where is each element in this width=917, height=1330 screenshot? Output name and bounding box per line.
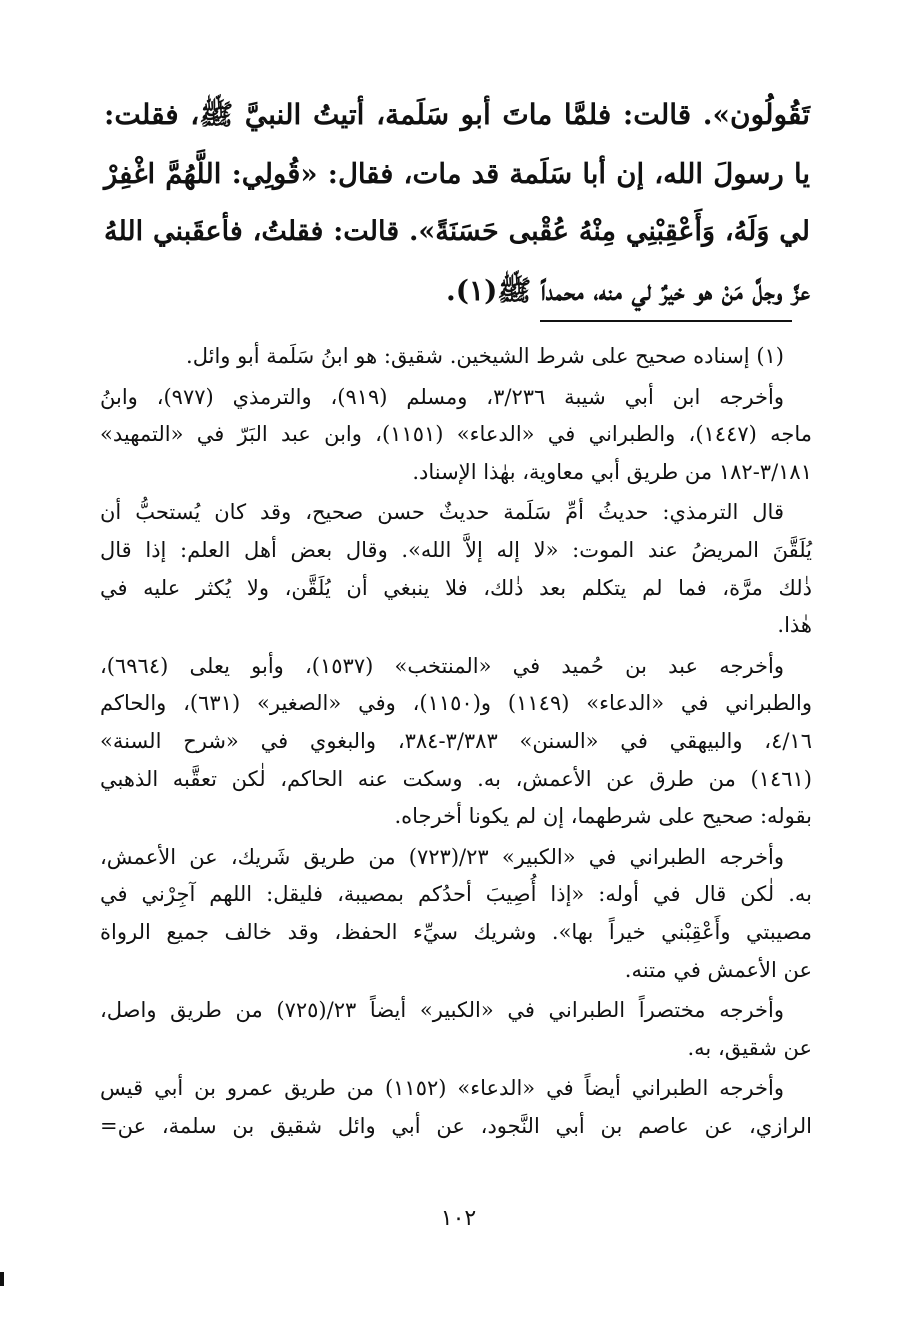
footnote-paragraph [100, 494, 812, 644]
footnote-paragraph [100, 338, 812, 376]
footnote-paragraph [100, 839, 812, 989]
main-text-line: تَقُولُون». قالت: فلمَّا ماتَ أبو سَلَمة، أتيتُ النبيَّ ﷺ، فقلت: [104, 98, 810, 131]
footnote-paragraph [100, 992, 812, 1067]
footnote-line: ماجه (١٤٤٧)، والطبراني في «الدعاء» (١١٥١)، وابن عبد البَرّ في «التمهيد» [100, 422, 812, 447]
footnote-line: به. لٰكن قال في أوله: «إذا أُصِيبَ أحدُكم بمصيبة، فليقل: اللهم آجِرْني في [100, 882, 812, 907]
footnote-line: قال الترمذي: حديثُ أمِّ سَلَمة حديثٌ حسن صحيح، وقد كان يُستحبُّ أن [100, 500, 784, 525]
footnote-line: ٤/١٦، والبيهقي في «السنن» ٣/٣٨٣-٣٨٤، والبغوي في «شرح السنة» [100, 728, 812, 753]
footnote-line: (١) إسناده صحيح على شرط الشيخين. شقيق: هو ابنُ سَلَمة أبو وائل. [186, 344, 784, 368]
footnote-line: وأخرجه الطبراني في «الكبير» ٢٣/(٧٢٣) من طريق شَريك، عن الأعمش، [100, 844, 784, 869]
footnote-line: وأخرجه مختصراً الطبراني في «الكبير» أيضاً ٢٣/(٧٢٥) من طريق واصل، [100, 998, 784, 1023]
main-text-line: لي وَلَهُ، وَأَعْقِبْنِي مِنْهُ عُقْبى حَسَنَةً». قالت: فقلتُ، فأعقَبني اللهُ [104, 216, 810, 247]
main-text [104, 86, 810, 320]
footnote-line: عن الأعمش في متنه. [624, 957, 812, 982]
footnote-paragraph [100, 1070, 812, 1145]
main-text-line: يا رسولَ الله، إن أبا سَلَمة قد مات، فقال: «قُولِي: اللَّهُمَّ اغْفِرْ [104, 157, 810, 190]
footnote-line: ٣/١٨١-١٨٢ من طريق أبي معاوية، بهٰذا الإسناد. [412, 459, 812, 484]
main-text-line: عزَّ وجلَّ مَنْ هو خيرٌ لي منه، محمداً ﷺ(١). [446, 273, 810, 307]
footnote-line: ذٰلك مرَّة، فما لم يتكلم بعد ذٰلك، فلا ينبغي أن يُلَقَّن، ولا يُكثر عليه في [100, 575, 812, 600]
footnote-paragraph [100, 379, 812, 492]
footnote-line: هٰذا. [777, 613, 812, 638]
footnote-line: والطبراني في «الدعاء» (١١٤٩) و(١١٥٠)، وفي «الصغير» (٦٣١)، والحاكم [100, 691, 812, 716]
footnotes [100, 338, 812, 1148]
footnote-line: (١٤٦١) من طرق عن الأعمش، به. وسكت عنه الحاكم، لٰكن تعقَّبه الذهبي [100, 766, 812, 791]
page-number: ١٠٢ [440, 1206, 477, 1231]
footnote-paragraph [100, 648, 812, 836]
footnote-line: وأخرجه الطبراني أيضاً في «الدعاء» (١١٥٢) من طريق عمرو بن أبي قيس [100, 1076, 784, 1101]
footnote-line: وأخرجه ابن أبي شيبة ٣/٢٣٦، ومسلم (٩١٩)، والترمذي (٩٧٧)، وابنُ [100, 384, 784, 409]
footnote-line: يُلَقَّنَ المريضُ عند الموت: «لا إله إلاَّ الله». وقال بعض أهل العلم: إذا قال [100, 537, 812, 562]
footnote-line: مصيبتي وأَعْقِبْني خيراً بها». وشريك سيِّء الحفظ، وقد خالف جميع الرواة [100, 919, 812, 944]
footnote-line: بقوله: صحيح على شرطهما، إن لم يكونا أخرجاه. [394, 804, 812, 829]
footnote-line: الرازي، عن عاصم بن أبي النَّجود، عن أبي وائل شقيق بن سلمة، عن= [100, 1113, 812, 1138]
footnote-line: وأخرجه عبد بن حُميد في «المنتخب» (١٥٣٧)، وأبو يعلى (٦٩٦٤)، [100, 653, 784, 678]
footnote-separator [540, 320, 792, 322]
scan-edge-mark [0, 1272, 4, 1286]
footnote-line: عن شقيق، به. [687, 1035, 812, 1060]
